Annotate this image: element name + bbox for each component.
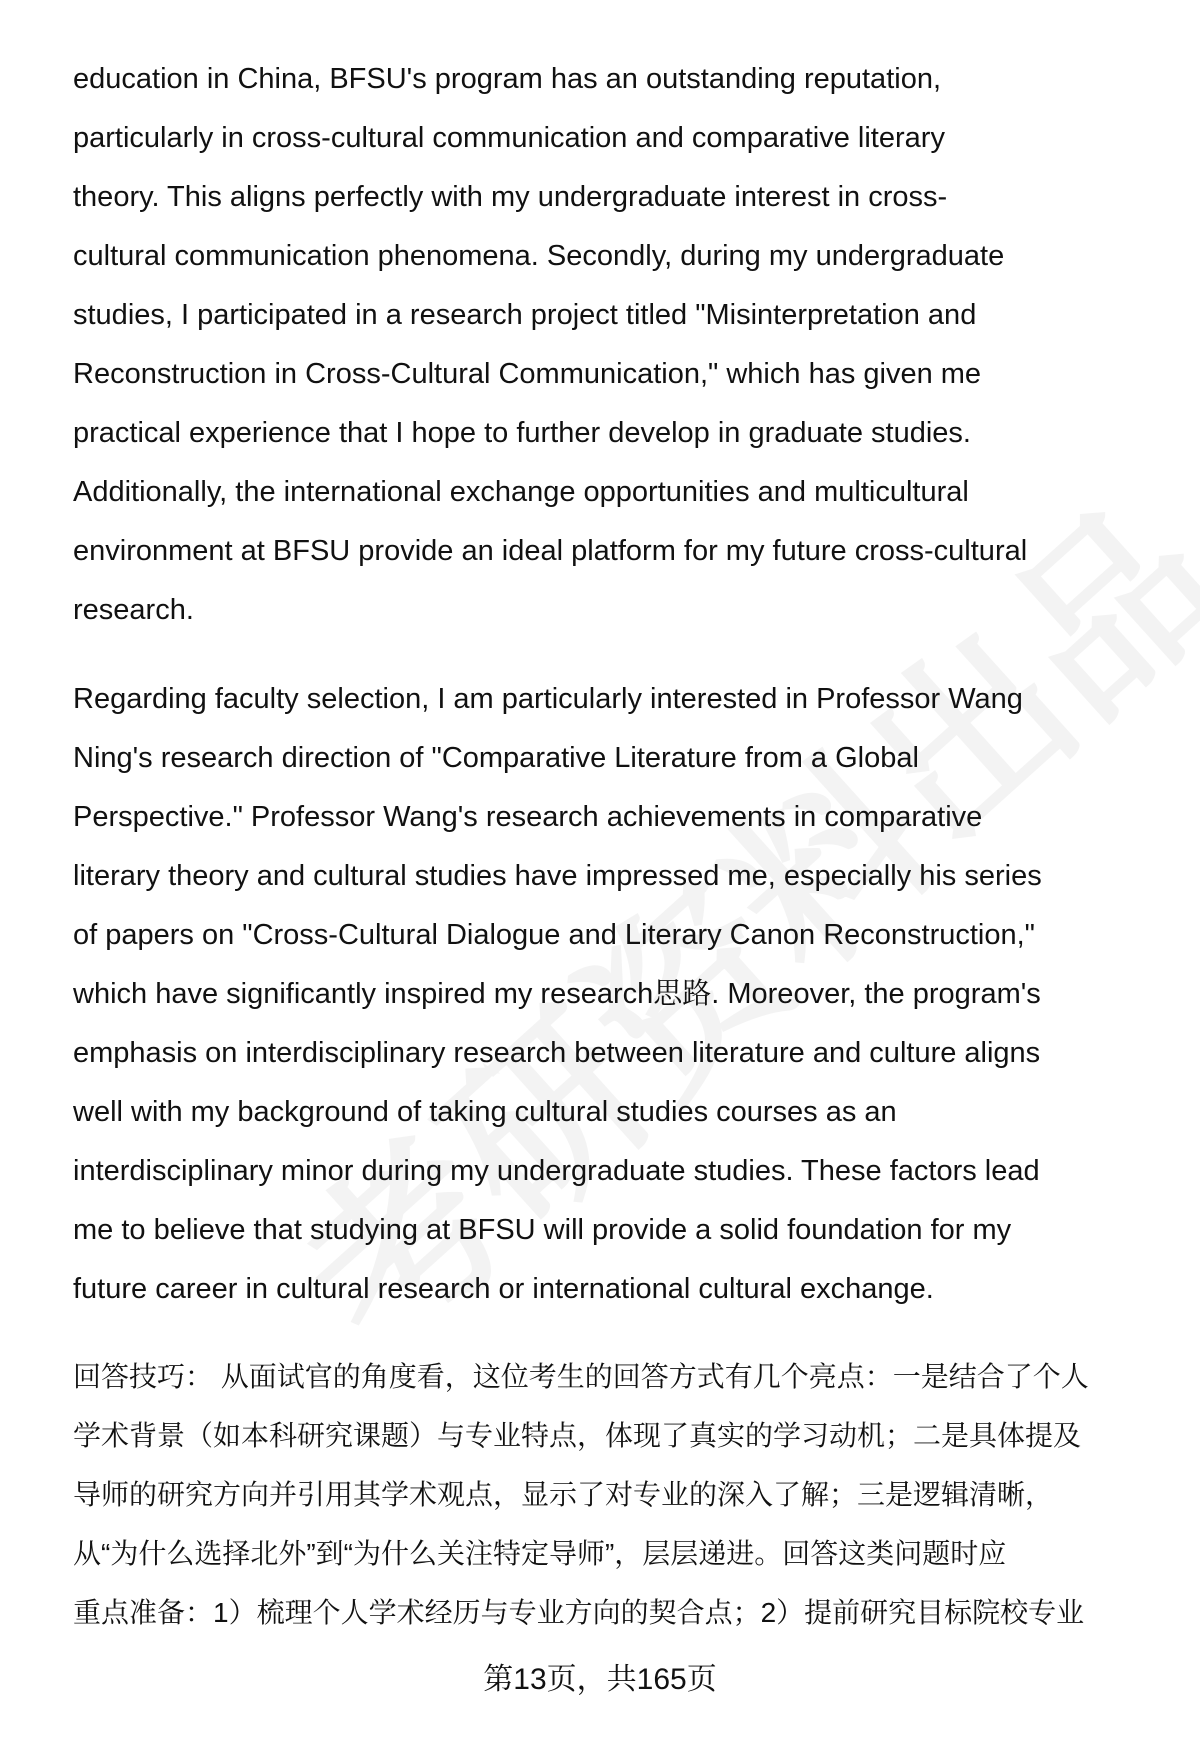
text-line: Additionally, the international exchange opportunities and multicultural [73, 476, 969, 508]
text-line: 学术背景（如本科研究课题）与专业特点，体现了真实的学习动机；二是具体提及 [73, 1420, 1082, 1451]
text-line: studies, I participated in a research project titled "Misinterpretation and [73, 299, 977, 331]
text-line: 回答技巧： 从面试官的角度看，这位考生的回答方式有几个亮点：一是结合了个人 [73, 1361, 1089, 1392]
text-line: cultural communication phenomena. Secondly, during my undergraduate [73, 240, 1005, 272]
text-line: well with my background of taking cultural studies courses as an [73, 1096, 897, 1128]
text-line: of papers on "Cross-Cultural Dialogue and Literary Canon Reconstruction," [73, 919, 1035, 951]
text-line: Perspective." Professor Wang's research achievements in comparative [73, 801, 983, 833]
paragraph-answer-tips [73, 1347, 1089, 1642]
text-line: Ning's research direction of "Comparative Literature from a Global [73, 742, 919, 774]
text-line: particularly in cross-cultural communication and comparative literary [73, 122, 945, 154]
page-number-footer: 第13页，共165页 [483, 1663, 717, 1696]
text-line: Regarding faculty selection, I am particularly interested in Professor Wang [73, 683, 1023, 715]
text-line: research. [73, 594, 194, 626]
text-line: me to believe that studying at BFSU will provide a solid foundation for my [73, 1214, 1012, 1246]
text-line: emphasis on interdisciplinary research between literature and culture aligns [73, 1037, 1041, 1069]
text-line: theory. This aligns perfectly with my undergraduate interest in cross- [73, 181, 948, 213]
text-line: Reconstruction in Cross-Cultural Communication," which has given me [73, 358, 982, 390]
text-line: interdisciplinary minor during my undergraduate studies. These factors lead [73, 1155, 1040, 1187]
text-line: education in China, BFSU's program has an outstanding reputation, [73, 63, 942, 95]
text-line: 从“为什么选择北外”到“为什么关注特定导师”，层层递进。回答这类问题时应 [73, 1538, 1007, 1569]
text-line: 重点准备：1）梳理个人学术经历与专业方向的契合点；2）提前研究目标院校专业 [73, 1597, 1085, 1628]
text-line: 导师的研究方向并引用其学术观点，显示了对专业的深入了解；三是逻辑清晰， [73, 1479, 1054, 1510]
text-line: environment at BFSU provide an ideal platform for my future cross-cultural [73, 535, 1028, 567]
text-line: future career in cultural research or international cultural exchange. [73, 1273, 934, 1305]
text-line: literary theory and cultural studies have impressed me, especially his series [73, 860, 1042, 892]
text-line: which have significantly inspired my research思路. Moreover, the program's [73, 978, 1041, 1010]
paragraph-faculty-selection [73, 670, 1042, 1319]
text-line: practical experience that I hope to further develop in graduate studies. [73, 417, 971, 449]
paragraph-program-reasons [73, 50, 1027, 640]
